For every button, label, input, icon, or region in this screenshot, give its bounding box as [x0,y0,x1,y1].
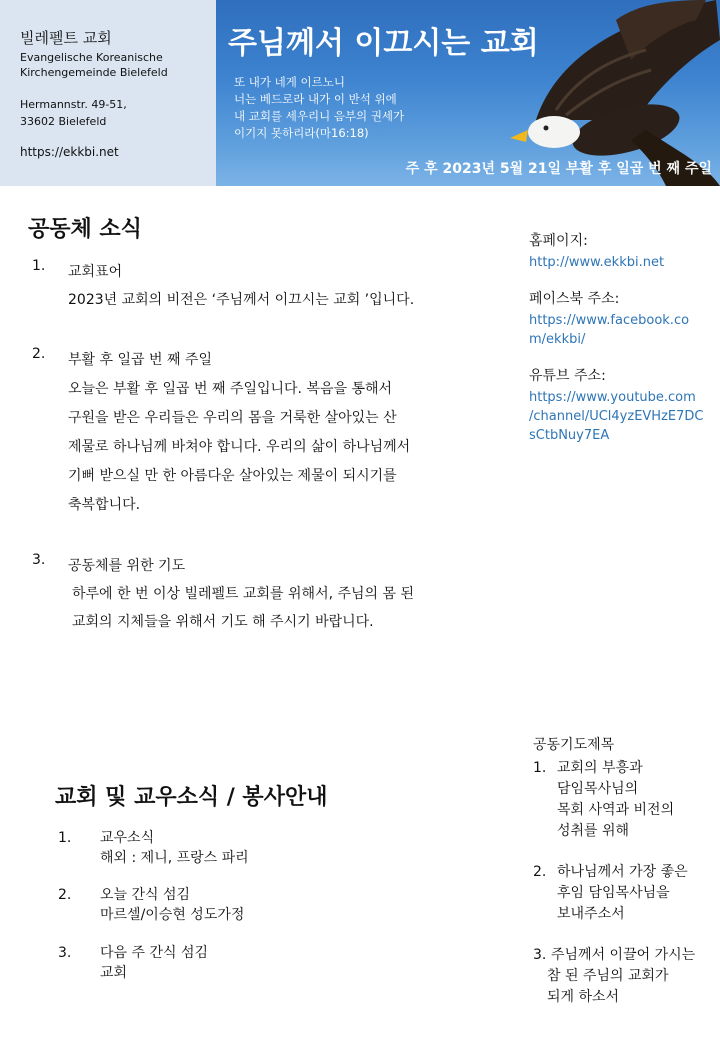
news-item-text: 2023년 교회의 비전은 ‘주님께서 이끄시는 교회 ’입니다. [68,292,415,308]
service-list [58,828,458,993]
verse-line: 너는 베드로라 내가 이 반석 위에 [234,92,397,106]
news-item [32,258,492,346]
service-item-detail: 교회 [100,965,128,981]
banner-title: 주님께서 이끄시는 교회 [228,26,539,61]
prayer-text: 되게 하소서 [547,989,620,1005]
service-item-detail: 해외 : 제니, 프랑스 파리 [100,850,249,866]
service-item-heading: 오늘 간식 섬김 [100,887,191,903]
prayer-item [533,862,713,945]
item-number: 2. [58,887,72,903]
item-number: 2. [32,346,46,362]
news-item-text: 제물로 하나님께 바쳐야 합니다. 우리의 삶이 하나님께서 [68,439,411,455]
banner [216,0,720,186]
verse-line: 또 내가 네게 이르노니 [234,75,345,89]
news-item [32,346,492,552]
news-item-heading: 부활 후 일곱 번 째 주일 [68,352,212,368]
prayer-item [533,758,713,862]
church-website[interactable]: https://ekkbi.net [20,145,119,159]
item-number: 3. [58,945,72,961]
youtube-label: 유튜브 주소: [529,368,606,384]
url-line[interactable]: http://www.ekkbi.net [529,255,665,270]
service-item-heading: 교우소식 [100,830,155,846]
url-line[interactable]: /channel/UCl4yzEVHzE7DC [529,409,704,424]
item-number: 2. [533,864,547,880]
youtube-link[interactable] [529,388,709,445]
url-line[interactable]: https://www.youtube.com [529,390,696,405]
service-section-title: 교회 및 교우소식 / 봉사안내 [55,785,328,810]
url-line[interactable]: sCtbNuy7EA [529,428,610,443]
item-number: 3. [533,947,547,963]
facebook-link[interactable] [529,311,709,349]
prayer-title: 공동기도제목 [533,737,615,753]
prayer-text: 하나님께서 가장 좋은 [557,864,688,880]
prayer-panel [533,735,713,1008]
address-line: Hermannstr. 49-51, [20,98,127,111]
prayer-text: 주님께서 이끌어 가시는 [551,947,696,963]
prayer-text: 참 된 주님의 교회가 [547,968,669,984]
address-line: 33602 Bielefeld [20,115,107,128]
news-item-text: 교회의 지체들을 위해서 기도 해 주시기 바랍니다. [72,614,374,630]
service-item [58,885,458,943]
news-item-text: 축복합니다. [68,497,141,513]
news-item [32,552,492,642]
news-item-heading: 교회표어 [68,264,123,280]
prayer-text: 후임 담임목사님을 [557,885,670,901]
item-number: 3. [32,552,46,568]
church-name-german [20,50,210,80]
url-line[interactable]: https://www.facebook.co [529,313,690,328]
prayer-text: 교회의 부흥과 [557,760,643,776]
facebook-label: 페이스북 주소: [529,291,620,307]
news-item-text: 기뻐 받으실 만 한 아름다운 살아있는 제물이 되시기를 [68,468,397,484]
url-line[interactable]: m/ekkbi/ [529,332,586,347]
church-info-panel [0,0,216,186]
service-date: 주 후 2023년 5월 21일 부활 후 일곱 번 째 주일 [405,161,712,177]
service-item [58,943,458,993]
item-number: 1. [58,830,72,846]
news-item-text: 오늘은 부활 후 일곱 번 째 주일입니다. 복음을 통해서 [68,381,393,397]
news-section-title: 공동체 소식 [28,217,142,242]
prayer-text: 목회 사역과 비전의 [557,802,675,818]
church-address [20,96,127,130]
news-item-text: 구원을 받은 우리들은 우리의 몸을 거룩한 살아있는 산 [68,410,397,426]
prayer-item [533,945,713,1008]
church-name-german-line: Evangelische Koreanische [20,51,163,64]
service-item-heading: 다음 주 간식 섬김 [100,945,209,961]
prayer-text: 담임목사님의 [557,781,639,797]
church-name: 빌레펠트 교회 [20,29,112,47]
links-panel [529,230,709,461]
service-item-detail: 마르셀/이승현 성도가정 [100,907,245,923]
news-item-heading: 공동체를 위한 기도 [68,558,186,574]
news-list [32,258,492,642]
verse-line: 내 교회를 세우리니 음부의 권세가 [234,109,405,123]
verse-line: 이기지 못하리라(마16:18) [234,126,369,140]
homepage-link[interactable] [529,253,709,272]
item-number: 1. [32,258,46,274]
prayer-text: 성취를 위해 [557,823,630,839]
homepage-label: 홈페이지: [529,233,588,249]
prayer-text: 보내주소서 [557,906,625,922]
church-name-german-line: Kirchengemeinde Bielefeld [20,66,168,79]
item-number: 1. [533,760,547,776]
banner-verse [234,74,404,142]
news-item-text: 하루에 한 번 이상 빌레펠트 교회를 위해서, 주님의 몸 된 [72,586,415,602]
service-item [58,828,458,885]
